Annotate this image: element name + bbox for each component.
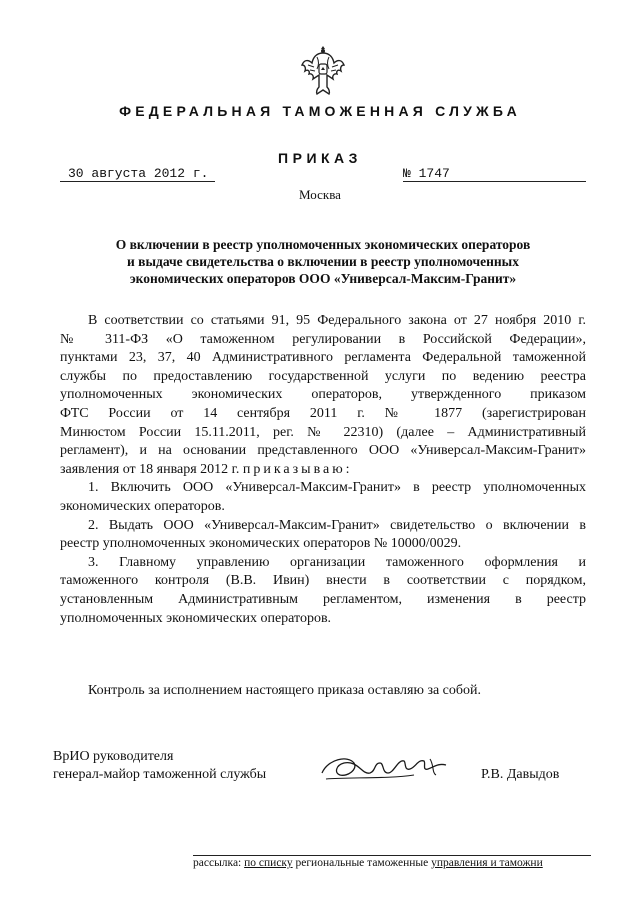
preamble-line: службы по предоставлению государственной услуги по ведению реестра: [60, 368, 586, 384]
order-date: 30 августа 2012 г.: [60, 166, 215, 182]
subject-line-1: О включении в реестр уполномоченных экономических операторов: [115, 237, 531, 252]
distribution-part-1: по списку: [244, 857, 293, 869]
item-3-line: установленным Административным регламентом, изменения в реестр: [60, 591, 586, 607]
preamble-line: ФТС России от 14 сентября 2011 г. № 1877 (зарегистрирован: [60, 405, 586, 421]
order-number: [403, 166, 586, 182]
handwritten-signature-icon: [318, 745, 458, 787]
distribution-part-3: управления и таможни: [431, 857, 543, 869]
signer-position-line-1: ВрИО руководителя: [53, 749, 174, 764]
order-word: приказываю:: [242, 461, 353, 477]
preamble-line: В соответствии со статьями 91, 95 Федерального закона от 27 ноября 2010 г.: [88, 313, 586, 328]
coat-of-arms-icon: [300, 43, 346, 97]
preamble-line: заявления от 18 января 2012 г.: [60, 461, 243, 477]
item-1-line: экономических операторов.: [60, 498, 225, 514]
item-2-line: реестр уполномоченных экономических операторов № 10000/0029.: [60, 536, 462, 552]
subject-line-2: и выдаче свидетельства о включении в реестр уполномоченных: [127, 254, 519, 269]
distribution-list: [193, 857, 543, 869]
number-prefix: №: [403, 166, 411, 181]
preamble-line: уполномоченных экономических операторов, утвержденного приказом: [60, 387, 586, 403]
subject-line-3: экономических операторов ООО «Универсал-Максим-Гранит»: [129, 271, 517, 286]
preamble-line: № 311-ФЗ «О таможенном регулировании в Российской Федерации»,: [60, 331, 586, 347]
distribution-part-2: региональные таможенные: [295, 857, 429, 869]
distribution-divider: [193, 855, 591, 856]
item-3-line: 3. Главному управлению организации таможенного оформления и: [88, 554, 586, 570]
document-type: ПРИКАЗ: [278, 150, 362, 166]
preamble-line: Минюстом России 15.11.2011, рег. № 22310) (далее – Административный: [60, 424, 586, 440]
distribution-label: рассылка:: [193, 857, 242, 869]
item-2-line: 2. Выдать ООО «Универсал-Максим-Гранит» свидетельство о включении в: [88, 517, 586, 533]
control-clause: Контроль за исполнением настоящего приказа оставляю за собой.: [88, 683, 482, 698]
item-3-line: уполномоченных экономических операторов.: [60, 610, 332, 626]
signer-position-line-2: генерал-майор таможенной службы: [53, 767, 267, 782]
city: Москва: [299, 187, 341, 202]
preamble-line: пунктами 23, 37, 40 Административного регламента Федеральной таможенной: [60, 350, 586, 366]
item-1-line: 1. Включить ООО «Универсал-Максим-Гранит» в реестр уполномоченных: [88, 480, 586, 496]
preamble-line: регламент), и на основании представленного ООО «Универсал-Максим-Гранит»: [60, 443, 586, 459]
preamble-last-line: [60, 461, 586, 480]
signer-name: Р.В. Давыдов: [481, 767, 560, 782]
order-body: [60, 312, 586, 628]
agency-name: ФЕДЕРАЛЬНАЯ ТАМОЖЕННАЯ СЛУЖБА: [119, 103, 521, 119]
item-3-line: таможенного контроля (В.В. Ивин) внести в соответствии с порядком,: [60, 573, 586, 589]
number-value: 1747: [418, 166, 450, 181]
order-subject: [60, 236, 586, 287]
